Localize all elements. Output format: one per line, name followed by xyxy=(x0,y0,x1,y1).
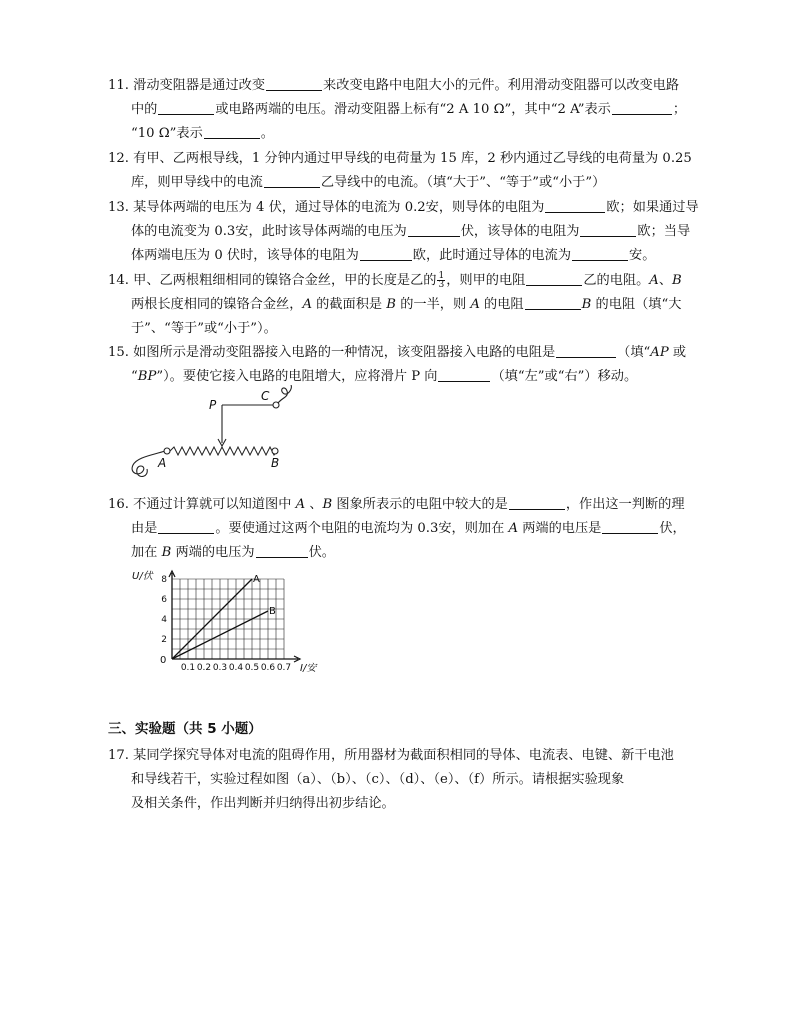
q16-text: 由是 xyxy=(131,521,158,536)
series-label-b: B xyxy=(269,606,276,617)
q14-text: 、 xyxy=(658,273,672,288)
answer-blank[interactable] xyxy=(602,519,658,534)
q14-var: B xyxy=(386,297,396,312)
q12-line1 xyxy=(108,149,692,169)
q13-text: 13. 某导体两端的电压为 4 伏，通过导体的电流为 0.2安，则导体的电阻为 xyxy=(108,200,545,215)
q14-var: B xyxy=(672,273,682,288)
q14-var: B xyxy=(581,297,592,312)
section-title: 三、实验题（共 5 小题） xyxy=(108,721,262,737)
q12-text: 库，则甲导线中的电流 xyxy=(131,175,263,190)
q16-text: 伏， xyxy=(659,521,686,536)
q13-text: 欧；当导 xyxy=(637,224,691,239)
answer-blank[interactable] xyxy=(158,519,214,534)
answer-blank[interactable] xyxy=(438,367,490,382)
ui-graph xyxy=(120,565,330,675)
q11-text: 。 xyxy=(260,126,274,141)
x-axis-label: I/安 xyxy=(300,663,317,674)
q14-text: 的电阻（填“大 xyxy=(591,297,682,312)
q11-line2 xyxy=(131,100,686,120)
q11-text: 来改变电路中电阻大小的元件。利用滑动变阻器可以改变电路 xyxy=(323,78,680,93)
q14-text: ，则甲的电阻 xyxy=(446,273,526,288)
q15-var: BP xyxy=(137,369,157,384)
answer-blank[interactable] xyxy=(526,271,582,286)
q13-text: 安。 xyxy=(629,248,656,263)
answer-blank[interactable] xyxy=(264,173,320,188)
q14-var: A xyxy=(470,297,480,312)
q17-text: 及相关条件，作出判断并归纳得出初步结论。 xyxy=(131,796,395,811)
q11-text: “10 Ω”表示 xyxy=(131,126,203,141)
q14-text: 的电阻 xyxy=(479,297,524,312)
chart-grid xyxy=(172,579,284,659)
q13-text: 体两端电压为 0 伏时，该导体的电阻为 xyxy=(131,248,359,263)
q17-text: 和导线若干，实验过程如图（a）、（b）、（c）、（d）、（e）、（f）所示。请根据实验现象 xyxy=(131,772,625,787)
label-a: A xyxy=(158,456,167,470)
q17-line2 xyxy=(131,770,624,790)
q11-line1 xyxy=(108,76,679,96)
x-tick-label: 0.4 xyxy=(228,663,244,673)
q13-text: 欧；如果通过导 xyxy=(606,200,699,215)
q15-var: AP xyxy=(650,345,669,360)
q13-text: 伏，该导体的电阻为 xyxy=(460,224,580,239)
answer-blank[interactable] xyxy=(408,222,460,237)
q16-text: 16. 不通过计算就可以知道图中 xyxy=(108,497,296,512)
q14-text: 于”、“等于”或“小于”）。 xyxy=(131,321,277,336)
q16-text: 加在 xyxy=(131,545,162,560)
y-tick-label: 8 xyxy=(161,575,167,585)
answer-blank[interactable] xyxy=(266,76,322,91)
answer-blank[interactable] xyxy=(612,100,672,115)
q12-text: 12. 有甲、乙两根导线，1 分钟内通过甲导线的电荷量为 15 库，2 秒内通过乙导线的电荷量为 0.25 xyxy=(108,151,692,166)
q11-text: 或电路两端的电压。滑动变阻器上标有“2 A 10 Ω”，其中“2 A”表示 xyxy=(215,102,611,117)
x-tick-label: 0.6 xyxy=(260,663,276,673)
q16-line1 xyxy=(108,495,685,515)
terminal-b xyxy=(272,448,278,454)
q17-text: 17. 某同学探究导体对电流的阻碍作用，所用器材为截面积相同的导体、电流表、电键、新干电池 xyxy=(108,748,674,763)
q15-text: 或 xyxy=(668,345,687,360)
answer-blank[interactable] xyxy=(204,124,260,139)
origin-label: 0 xyxy=(160,655,167,666)
fraction-one-third xyxy=(437,272,445,289)
answer-blank[interactable] xyxy=(545,198,605,213)
q16-text: 。要使通过这两个电阻的电流均为 0.3安，则加在 xyxy=(215,521,509,536)
q17-line1 xyxy=(108,746,674,766)
q16-var: B xyxy=(322,497,333,512)
q14-text: 的截面积是 xyxy=(311,297,387,312)
q15-text: （填“ xyxy=(617,345,651,360)
series-label-a: A xyxy=(253,574,260,585)
q13-text: 欧，此时通过导体的电流为 xyxy=(412,248,572,263)
answer-blank[interactable] xyxy=(556,343,616,358)
q11-text: 中的 xyxy=(131,102,158,117)
q15-text: 15. 如图所示是滑动变阻器接入电路的一种情况，该变阻器接入电路的电阻是 xyxy=(108,345,556,360)
q14-var: A xyxy=(302,297,312,312)
q16-var: B xyxy=(161,545,172,560)
q16-text: ，作出这一判断的理 xyxy=(565,497,685,512)
label-b: B xyxy=(271,456,280,470)
q12-text: 乙导线中的电流。（填“大于”、“等于”或“小于”） xyxy=(320,175,606,190)
q11-text: 11. 滑动变阻器是通过改变 xyxy=(108,78,266,93)
x-tick-label: 0.1 xyxy=(180,663,196,673)
q16-line2 xyxy=(131,519,686,539)
answer-blank[interactable] xyxy=(509,495,565,510)
answer-blank[interactable] xyxy=(525,295,581,310)
q13-line1 xyxy=(108,198,699,218)
q14-line2 xyxy=(131,295,681,315)
q11-line3 xyxy=(131,124,274,144)
q16-text: 图象所表示的电阻中较大的是 xyxy=(332,497,508,512)
q14-text: 乙的电阻。 xyxy=(583,273,650,288)
q11-text: ； xyxy=(672,102,687,117)
q12-line2 xyxy=(131,173,605,193)
q16-line3 xyxy=(131,543,335,563)
q15-line1 xyxy=(108,343,686,363)
resistance-wire xyxy=(170,447,277,455)
y-axis-label: U/伏 xyxy=(132,571,153,582)
x-tick-label: 0.2 xyxy=(196,663,212,673)
q14-text: 两根长度相同的镍铬合金丝， xyxy=(131,297,303,312)
q16-text: 伏。 xyxy=(308,545,335,560)
label-c: C xyxy=(261,389,270,403)
q17-line3 xyxy=(131,794,395,814)
chart-axes xyxy=(169,571,300,662)
answer-blank[interactable] xyxy=(360,246,412,261)
fraction-denominator: 3 xyxy=(438,280,445,290)
q16-var: A xyxy=(295,497,306,512)
q13-text: 体的电流变为 0.3安，此时该导体两端的电压为 xyxy=(131,224,407,239)
q13-line3 xyxy=(131,246,655,266)
q15-text: （填“左”或“右”）移动。 xyxy=(491,369,638,384)
q14-var: A xyxy=(649,273,659,288)
answer-blank[interactable] xyxy=(580,222,636,237)
q13-line2 xyxy=(131,222,690,242)
q15-text: ”）。要使它接入电路的电阻增大，应将滑片 P 向 xyxy=(156,369,438,384)
answer-blank[interactable] xyxy=(572,246,628,261)
q14-line3 xyxy=(131,319,277,339)
q14-text: 14. 甲、乙两根粗细相同的镍铬合金丝，甲的长度是乙的 xyxy=(108,273,437,288)
label-p: P xyxy=(209,398,217,412)
q16-text: 两端的电压是 xyxy=(518,521,602,536)
terminal-a xyxy=(164,448,170,454)
x-tick-label: 0.5 xyxy=(244,663,260,673)
q16-text: 、 xyxy=(305,497,323,512)
q16-var: A xyxy=(508,521,519,536)
x-tick-label: 0.7 xyxy=(276,663,292,673)
wire-c-coil xyxy=(278,385,291,403)
y-tick-label: 6 xyxy=(161,595,167,605)
q14-line1 xyxy=(108,271,682,291)
q15-line2 xyxy=(131,367,637,387)
answer-blank[interactable] xyxy=(256,543,308,558)
q14-text: 的一半，则 xyxy=(396,297,471,312)
x-tick-label: 0.3 xyxy=(212,663,228,673)
q15-text: “ xyxy=(131,369,138,384)
rheostat-diagram xyxy=(125,385,305,485)
fraction-numerator: 1 xyxy=(438,271,445,281)
q16-text: 两端的电压为 xyxy=(171,545,255,560)
y-tick-label: 2 xyxy=(161,635,167,645)
y-tick-label: 4 xyxy=(161,615,167,625)
answer-blank[interactable] xyxy=(158,100,214,115)
